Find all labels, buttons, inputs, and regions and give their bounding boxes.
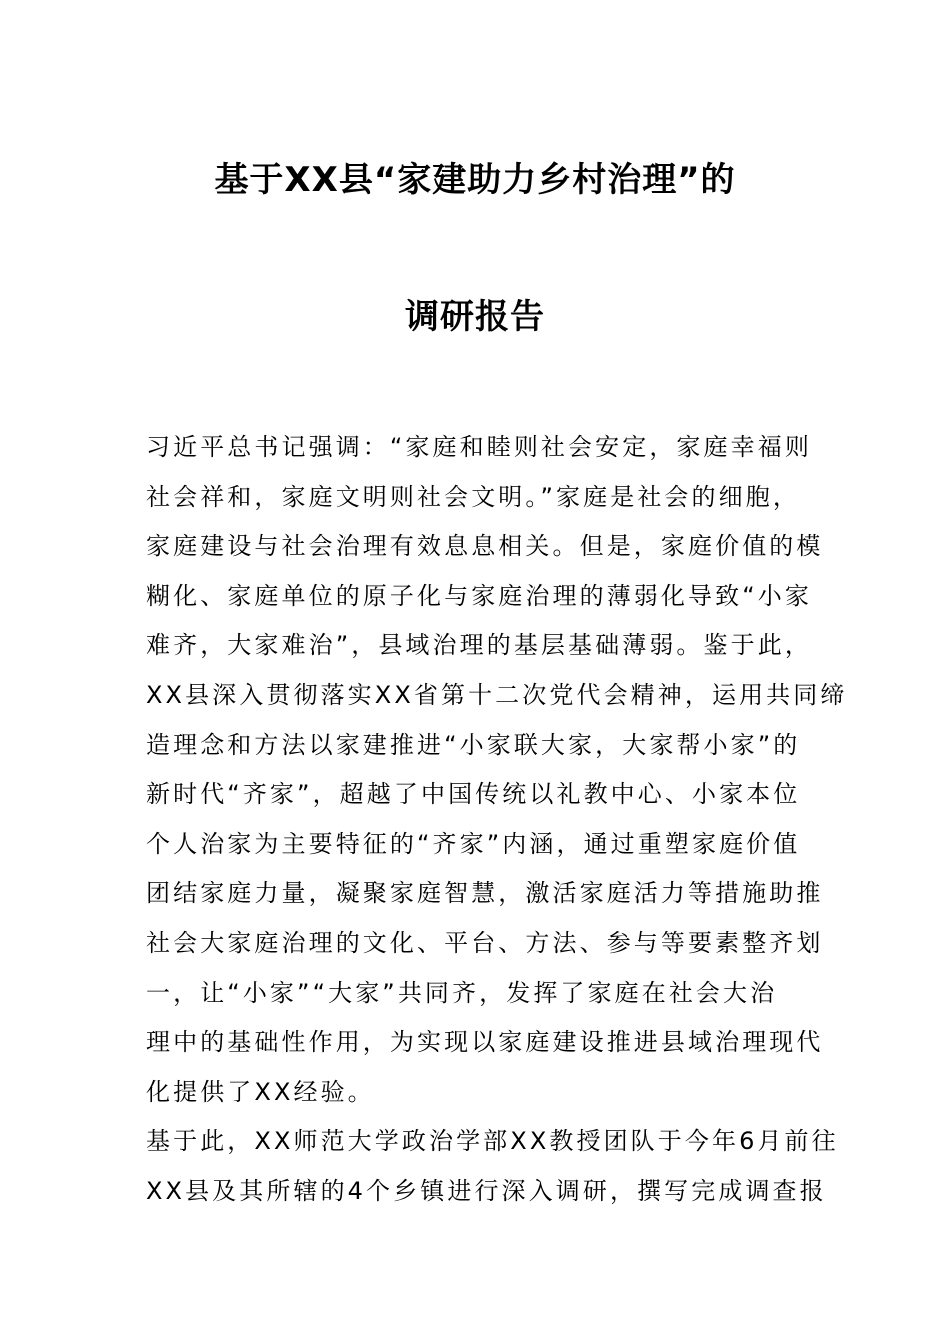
document-title-line-2: 调研报告 <box>405 297 545 337</box>
body-line: XX县及其所辖的4个乡镇进行深入调研，撰写完成调查报 <box>146 1176 827 1205</box>
body-line: 化提供了XX经验。 <box>146 1077 375 1106</box>
body-line: 理中的基础性作用，为实现以家庭建设推进县域治理现代 <box>146 1028 824 1057</box>
body-line: 基于此，XX师范大学政治学部XX教授团队于今年6月前往 <box>146 1127 839 1156</box>
body-line: 习近平总书记强调：“家庭和睦则社会安定，家庭幸福则 <box>146 433 812 461</box>
body-line: XX县深入贯彻落实XX省第十二次党代会精神，运用共同缔 <box>146 680 848 709</box>
body-line: 社会祥和，家庭文明则社会文明。”家庭是社会的细胞， <box>146 482 800 511</box>
body-line: 一，让“小家”“大家”共同齐，发挥了家庭在社会大治 <box>146 978 778 1007</box>
body-line: 个人治家为主要特征的“齐家”内涵，通过重塑家庭价值 <box>146 829 801 858</box>
document-body <box>146 423 848 1217</box>
body-line: 造理念和方法以家建推进“小家联大家，大家帮小家”的 <box>146 730 801 759</box>
body-line: 团结家庭力量，凝聚家庭智慧，激活家庭活力等措施助推 <box>146 879 824 908</box>
body-line: 社会大家庭治理的文化、平台、方法、参与等要素整齐划 <box>146 928 824 957</box>
body-line: 糊化、家庭单位的原子化与家庭治理的薄弱化导致“小家 <box>146 581 812 610</box>
document-title-line-1: 基于XX县“家建助力乡村治理”的 <box>214 160 736 200</box>
body-line: 家庭建设与社会治理有效息息相关。但是，家庭价值的模 <box>146 532 824 561</box>
body-line: 新时代“齐家”，超越了中国传统以礼教中心、小家本位 <box>146 780 801 809</box>
body-line: 难齐，大家难治”，县域治理的基层基础薄弱。鉴于此， <box>146 631 812 660</box>
